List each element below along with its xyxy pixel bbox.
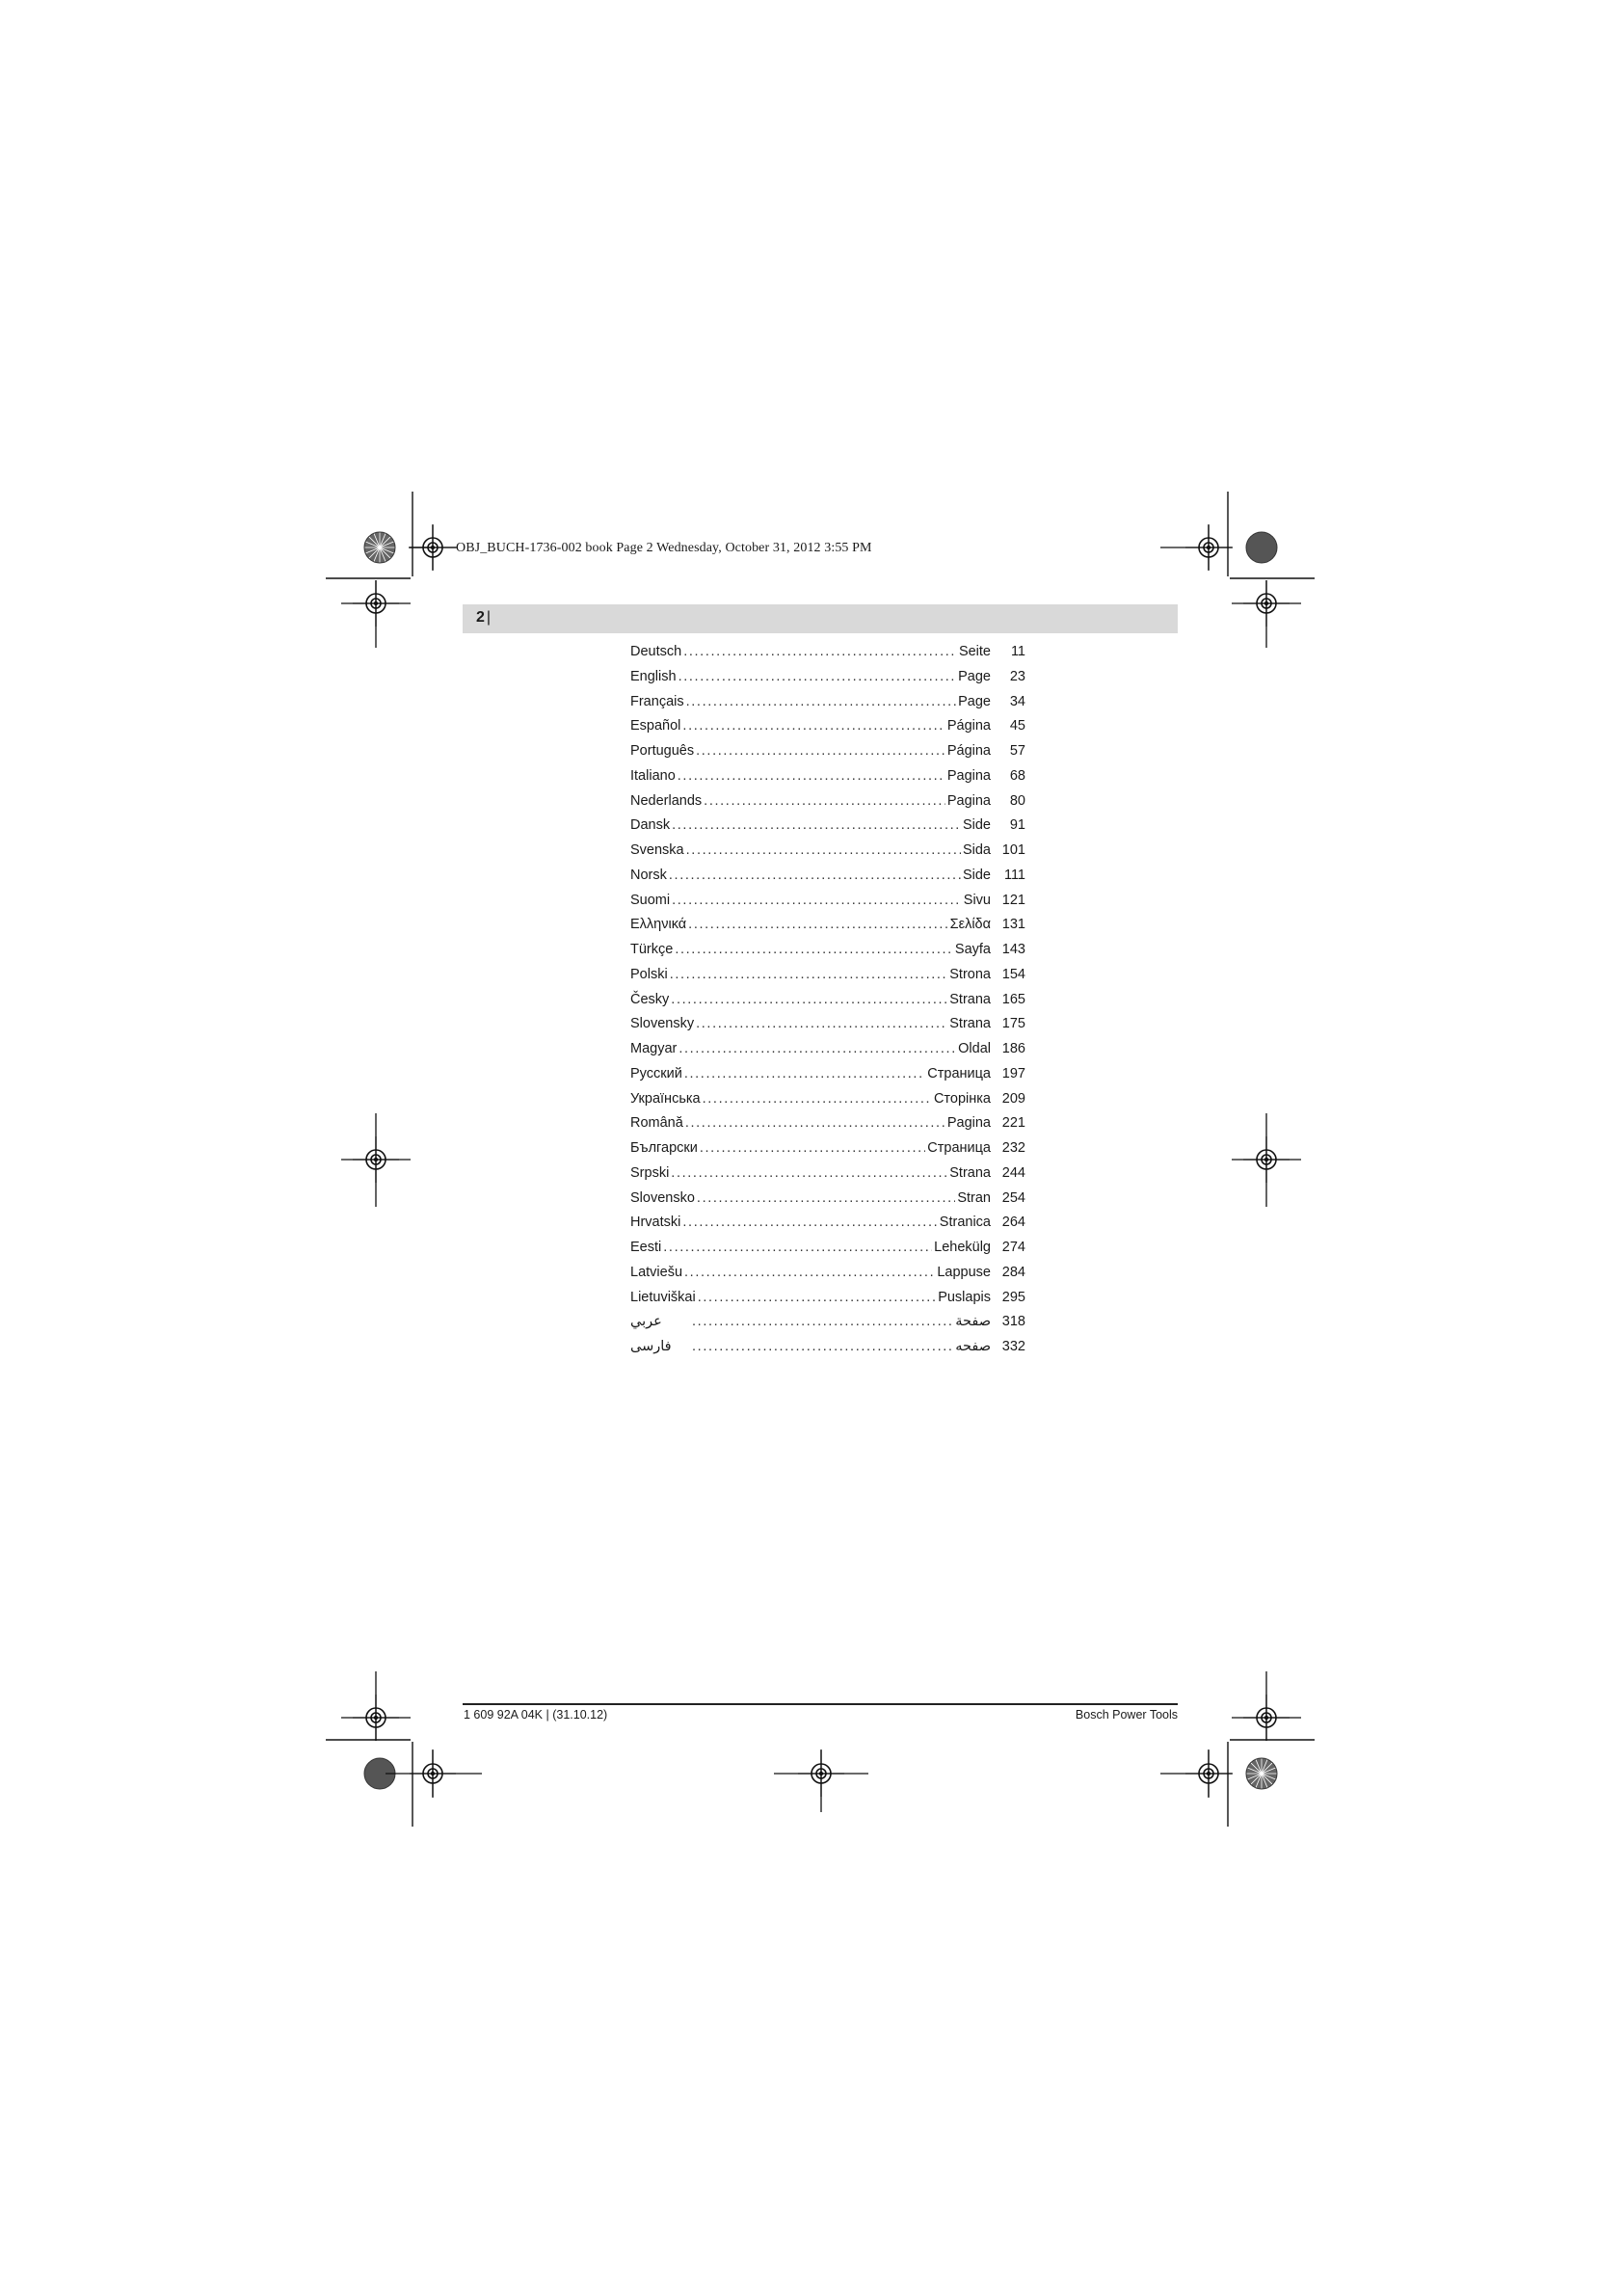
toc-dot-leader (686, 690, 957, 715)
toc-page-number: 57 (1009, 743, 1025, 759)
toc-language: Türkçe (630, 942, 674, 957)
grey-target-icon (1246, 532, 1277, 563)
toc-page-number: 264 (1001, 1215, 1025, 1231)
toc-dot-leader (669, 864, 961, 889)
toc-page-word: Σελίδα (949, 917, 991, 933)
toc-language: Español (630, 718, 681, 734)
toc-row (630, 714, 1025, 739)
toc-dot-leader (682, 714, 945, 739)
toc-language: Latviešu (630, 1264, 683, 1280)
toc-row (630, 1136, 1025, 1161)
toc-row (630, 1087, 1025, 1112)
toc-row (630, 1261, 1025, 1286)
toc-language: Norsk (630, 867, 667, 883)
toc-row (630, 988, 1025, 1013)
toc-page-word: Página (946, 743, 991, 759)
toc-row (630, 789, 1025, 814)
toc-page-number: 23 (1009, 668, 1025, 684)
toc-page-number: 186 (1001, 1041, 1025, 1056)
toc-page-word: Página (946, 718, 991, 734)
toc-page-number: 34 (1009, 693, 1025, 709)
toc-dot-leader (678, 764, 945, 789)
toc-dot-leader (678, 1037, 956, 1062)
toc-page-word: Oldal (958, 1041, 991, 1056)
page-number-separator: | (486, 609, 492, 626)
toc-row (630, 739, 1025, 764)
toc-row (630, 839, 1025, 864)
toc-page-number: 68 (1009, 767, 1025, 784)
toc-page-number: 197 (1001, 1065, 1025, 1081)
toc-language: Srpski (630, 1164, 670, 1181)
toc-row (630, 1310, 1025, 1335)
toc-page-number: 175 (1001, 1016, 1025, 1032)
toc-language: Eesti (630, 1240, 662, 1255)
toc-row (630, 690, 1025, 715)
toc-page-word: Страница (927, 1140, 991, 1156)
toc-page-word: Страница (927, 1065, 991, 1081)
toc-dot-leader (682, 1211, 937, 1236)
toc-dot-leader (686, 839, 961, 864)
toc-language: English (630, 668, 677, 684)
toc-dot-leader (696, 1012, 947, 1037)
toc-page-word: Sivu (963, 892, 991, 908)
toc-row (630, 1236, 1025, 1261)
toc-language: Italiano (630, 767, 676, 784)
toc-dot-leader (663, 1236, 932, 1261)
toc-dot-leader (684, 1261, 935, 1286)
toc-language: Suomi (630, 892, 671, 908)
page-number (476, 609, 491, 627)
toc-language: Русский (630, 1065, 682, 1081)
toc-page-word: Stranica (939, 1215, 991, 1231)
toc-row (630, 1012, 1025, 1037)
toc-page-number: 143 (1001, 942, 1025, 957)
table-of-contents (630, 640, 1025, 1360)
toc-page-word: Pagina (946, 767, 991, 784)
toc-page-number: 101 (1001, 842, 1025, 858)
toc-dot-leader (692, 1310, 953, 1335)
toc-page-word: Side (962, 817, 991, 834)
toc-page-number: 284 (1001, 1264, 1025, 1280)
toc-dot-leader (703, 1087, 932, 1112)
toc-row (630, 1335, 1025, 1360)
toc-page-word: صفحه (955, 1339, 991, 1354)
toc-row (630, 864, 1025, 889)
toc-dot-leader (704, 789, 945, 814)
toc-page-number: 154 (1001, 966, 1025, 982)
toc-row (630, 938, 1025, 963)
toc-page-number: 244 (1001, 1164, 1025, 1181)
toc-page-word: Strona (949, 966, 991, 982)
toc-page-word: Pagina (946, 792, 991, 809)
starburst-icon (1246, 1758, 1277, 1789)
toc-dot-leader (683, 640, 957, 665)
toc-page-word: Lehekülg (934, 1240, 991, 1255)
toc-dot-leader (675, 938, 953, 963)
toc-page-word: Strana (949, 1016, 991, 1032)
toc-language: Magyar (630, 1041, 678, 1056)
toc-dot-leader (700, 1136, 925, 1161)
toc-dot-leader (671, 1161, 947, 1187)
toc-language: Български (630, 1140, 698, 1156)
toc-dot-leader (698, 1286, 936, 1311)
toc-row (630, 1062, 1025, 1087)
page-number-value: 2 (476, 609, 485, 626)
toc-language: Português (630, 743, 695, 759)
toc-row (630, 963, 1025, 988)
toc-language: Nederlands (630, 792, 703, 809)
toc-row (630, 889, 1025, 914)
toc-row (630, 1211, 1025, 1236)
footer-brand: Bosch Power Tools (1075, 1708, 1178, 1722)
toc-page-number: 295 (1001, 1289, 1025, 1305)
toc-page-number: 121 (1001, 892, 1025, 908)
toc-dot-leader (671, 988, 947, 1013)
toc-page-number: 111 (1003, 867, 1025, 883)
toc-row (630, 1187, 1025, 1212)
toc-page-number: 80 (1009, 792, 1025, 809)
toc-language: عربي (630, 1314, 662, 1330)
toc-language: Română (630, 1115, 683, 1132)
toc-page-word: Side (962, 867, 991, 883)
footer-rule (463, 1703, 1178, 1705)
toc-page-number: 11 (1010, 644, 1025, 659)
toc-page-number: 91 (1009, 817, 1025, 834)
toc-language: فارسی (630, 1339, 672, 1354)
toc-page-number: 45 (1009, 718, 1025, 734)
toc-language: Ελληνικά (630, 917, 687, 933)
toc-page-number: 209 (1001, 1090, 1025, 1107)
toc-page-number: 274 (1001, 1240, 1025, 1255)
toc-dot-leader (685, 1111, 945, 1136)
print-header: OBJ_BUCH-1736-002 book Page 2 Wednesday, October 31, 2012 3:55 PM (456, 541, 872, 555)
toc-page-number: 332 (1001, 1339, 1025, 1354)
toc-language: Français (630, 693, 684, 709)
toc-page-word: Page (958, 693, 991, 709)
toc-dot-leader (696, 739, 945, 764)
toc-row (630, 1037, 1025, 1062)
toc-page-word: Pagina (946, 1115, 991, 1132)
toc-page-number: 254 (1001, 1189, 1025, 1206)
toc-row (630, 1111, 1025, 1136)
toc-dot-leader (692, 1335, 953, 1360)
toc-language: Hrvatski (630, 1215, 681, 1231)
toc-language: Українська (630, 1090, 701, 1107)
toc-page-word: Sida (962, 842, 991, 858)
toc-dot-leader (684, 1062, 925, 1087)
footer-document-code: 1 609 92A 04K | (31.10.12) (464, 1708, 608, 1722)
toc-page-word: Puslapis (938, 1289, 991, 1305)
toc-language: Deutsch (630, 644, 682, 659)
toc-dot-leader (670, 963, 948, 988)
toc-dot-leader (672, 814, 961, 839)
toc-row (630, 764, 1025, 789)
toc-language: Dansk (630, 817, 671, 834)
toc-row (630, 640, 1025, 665)
toc-language: Lietuviškai (630, 1289, 696, 1305)
toc-dot-leader (697, 1187, 955, 1212)
toc-page-number: 318 (1001, 1314, 1025, 1330)
toc-page-number: 232 (1001, 1140, 1025, 1156)
toc-page-word: Page (958, 668, 991, 684)
toc-page-word: صفحة (955, 1314, 991, 1330)
toc-language: Svenska (630, 842, 684, 858)
toc-dot-leader (678, 665, 957, 690)
toc-page-word: Strana (949, 1164, 991, 1181)
toc-page-word: Sayfa (954, 942, 991, 957)
toc-page-word: Strana (949, 991, 991, 1007)
toc-language: Česky (630, 991, 670, 1007)
toc-page-number: 221 (1001, 1115, 1025, 1132)
toc-row (630, 814, 1025, 839)
toc-row (630, 1161, 1025, 1187)
toc-row (630, 1286, 1025, 1311)
toc-page-number: 165 (1001, 991, 1025, 1007)
toc-page-word: Сторінка (933, 1090, 991, 1107)
toc-row (630, 665, 1025, 690)
toc-page-word: Seite (958, 644, 991, 659)
toc-dot-leader (672, 889, 962, 914)
toc-language: Slovensky (630, 1016, 695, 1032)
toc-page-word: Stran (957, 1189, 991, 1206)
toc-language: Slovensko (630, 1189, 695, 1206)
toc-row (630, 913, 1025, 938)
page-number-bar (463, 604, 1178, 633)
toc-language: Polski (630, 966, 668, 982)
toc-page-word: Lappuse (937, 1264, 991, 1280)
toc-dot-leader (688, 913, 947, 938)
starburst-icon (364, 532, 395, 563)
toc-page-number: 131 (1001, 917, 1025, 933)
